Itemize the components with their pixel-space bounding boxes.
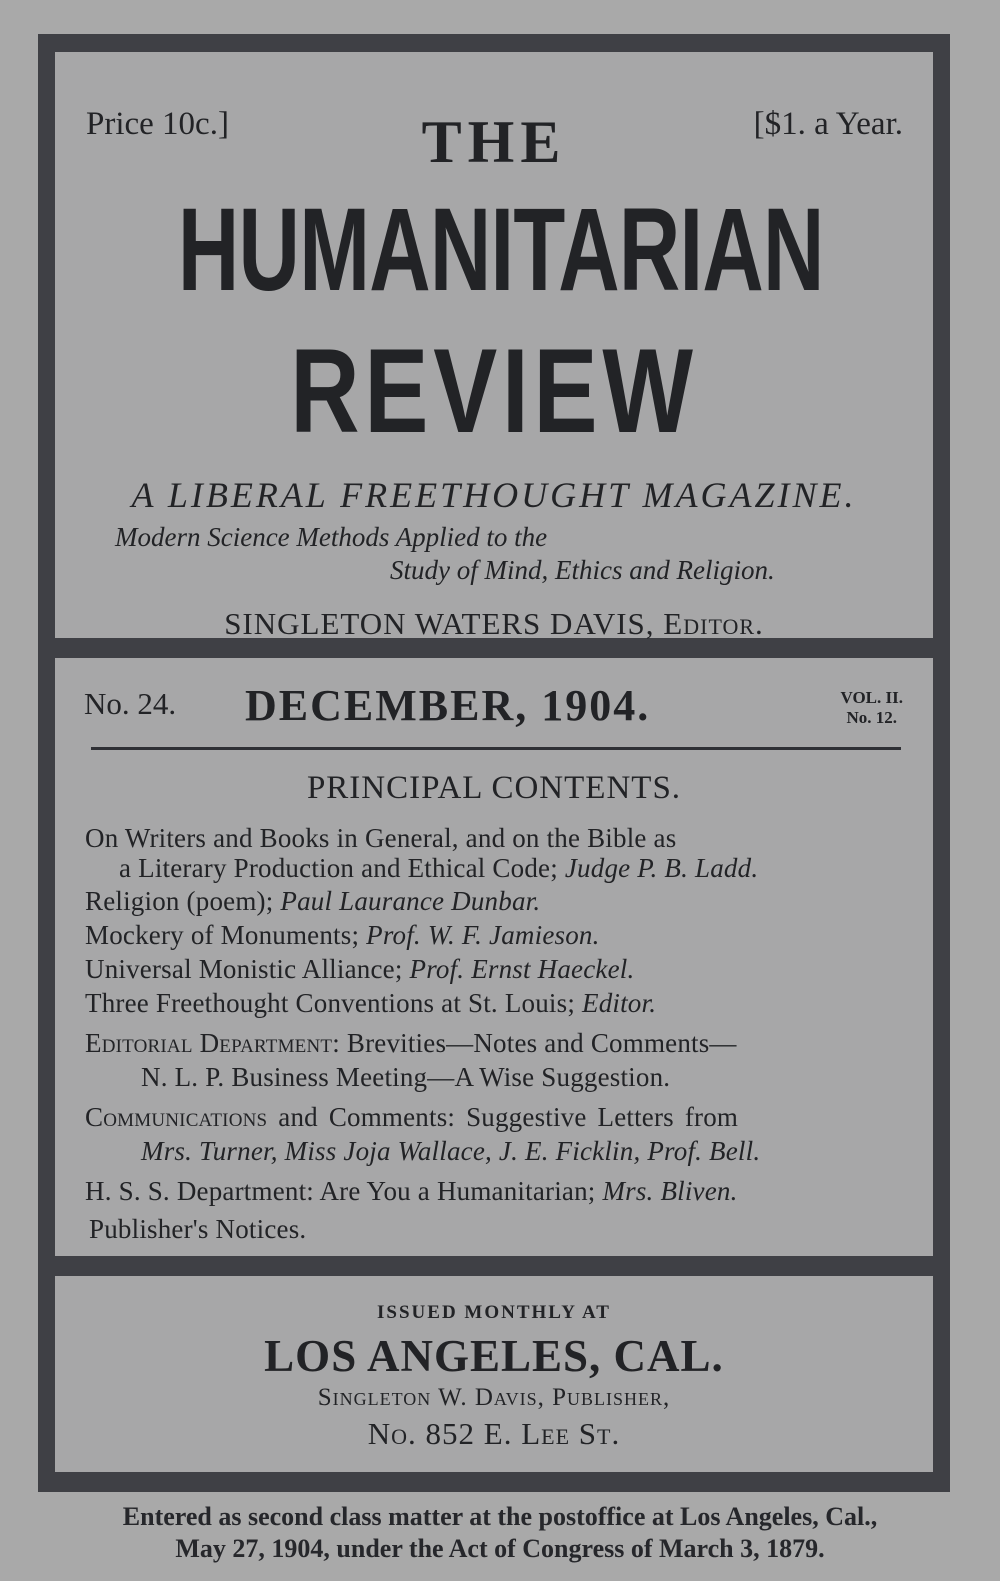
- contents-item-author: Prof. Ernst Haeckel.: [409, 954, 635, 984]
- contents-item: [85, 988, 656, 1019]
- contents-item-text: a Literary Production and Ethical Code;: [119, 853, 558, 883]
- contents-heading: PRINCIPAL CONTENTS.: [306, 770, 682, 806]
- contents-item-lead: Communications: [85, 1102, 268, 1132]
- contents-item: On Writers and Books in General, and on the Bible as: [85, 823, 677, 853]
- postal-notice-line-2: May 27, 1904, under the Act of Congress of March 3, 1879.: [175, 1534, 825, 1563]
- contents-item-author: Editor.: [582, 988, 657, 1018]
- contents-item: [119, 853, 758, 884]
- title-review: REVIEW: [290, 324, 698, 458]
- title-humanitarian: HUMANITARIAN: [177, 184, 824, 316]
- contents-item-author: Prof. W. F. Jamieson.: [366, 920, 600, 950]
- subtitle-line-1: Modern Science Methods Applied to the: [115, 522, 548, 552]
- subscription-label: [$1. a Year.: [753, 106, 903, 142]
- publication-city: LOS ANGELES, CAL.: [264, 1331, 724, 1381]
- masthead-panel: [55, 52, 933, 641]
- contents-item-text: Religion (poem);: [85, 886, 274, 916]
- publisher-line: Singleton W. Davis, Publisher,: [317, 1384, 671, 1411]
- contents-item: [141, 1136, 760, 1167]
- contents-item-text: Mockery of Monuments;: [85, 920, 360, 950]
- volume-number: No. 12.: [846, 708, 898, 727]
- contents-item: N. L. P. Business Meeting—A Wise Suggestion.: [141, 1062, 671, 1092]
- cover-frame: [38, 34, 950, 1492]
- issued-label: ISSUED MONTHLY AT: [377, 1302, 611, 1323]
- contents-item-text: Brevities—Notes and Comments—: [346, 1028, 737, 1058]
- contents-item-author: Mrs. Bliven.: [602, 1176, 738, 1206]
- publication-panel: [55, 1276, 933, 1472]
- editor-name: SINGLETON WATERS DAVIS,: [224, 606, 655, 641]
- price-label: Price 10c.]: [86, 106, 229, 142]
- volume-label: VOL. II.: [840, 688, 903, 707]
- postal-notice-line-1: Entered as second class matter at the postoffice at Los Angeles, Cal.,: [122, 1502, 878, 1531]
- editor-line: [55, 606, 933, 642]
- contents-item: [85, 886, 540, 917]
- tagline: A LIBERAL FREETHOUGHT MAGAZINE.: [131, 475, 857, 515]
- contents-item: Publisher's Notices.: [89, 1214, 307, 1244]
- contents-item-text: and Comments: Suggestive Letters from: [278, 1102, 739, 1132]
- contents-item: [85, 954, 634, 985]
- contents-item-author: Paul Laurance Dunbar.: [280, 886, 541, 916]
- divider-rule: [91, 747, 901, 750]
- subtitle-line-2: Study of Mind, Ethics and Religion.: [390, 555, 775, 585]
- contents-item: [85, 1102, 738, 1133]
- title-the: THE: [421, 109, 567, 175]
- contents-item-author: Mrs. Turner, Miss Joja Wallace, J. E. Ficklin, Prof. Bell.: [141, 1136, 761, 1166]
- issue-date: DECEMBER, 1904.: [245, 681, 651, 730]
- contents-item-text: Universal Monistic Alliance;: [85, 954, 403, 984]
- contents-item-lead: Editorial Department:: [85, 1028, 340, 1058]
- issue-number: No. 24.: [84, 686, 177, 721]
- contents-item: [85, 1176, 738, 1207]
- contents-item: [85, 920, 600, 951]
- contents-item: [85, 1028, 737, 1059]
- contents-panel: [55, 658, 933, 1256]
- volume-block: [841, 688, 903, 728]
- publisher-address: No. 852 E. Lee St.: [367, 1416, 621, 1451]
- contents-item-text: Three Freethought Conventions at St. Louis;: [85, 988, 576, 1018]
- contents-item-text: H. S. S. Department: Are You a Humanitarian;: [85, 1176, 596, 1206]
- contents-item-author: Judge P. B. Ladd.: [564, 853, 759, 883]
- editor-role: Editor.: [663, 606, 764, 641]
